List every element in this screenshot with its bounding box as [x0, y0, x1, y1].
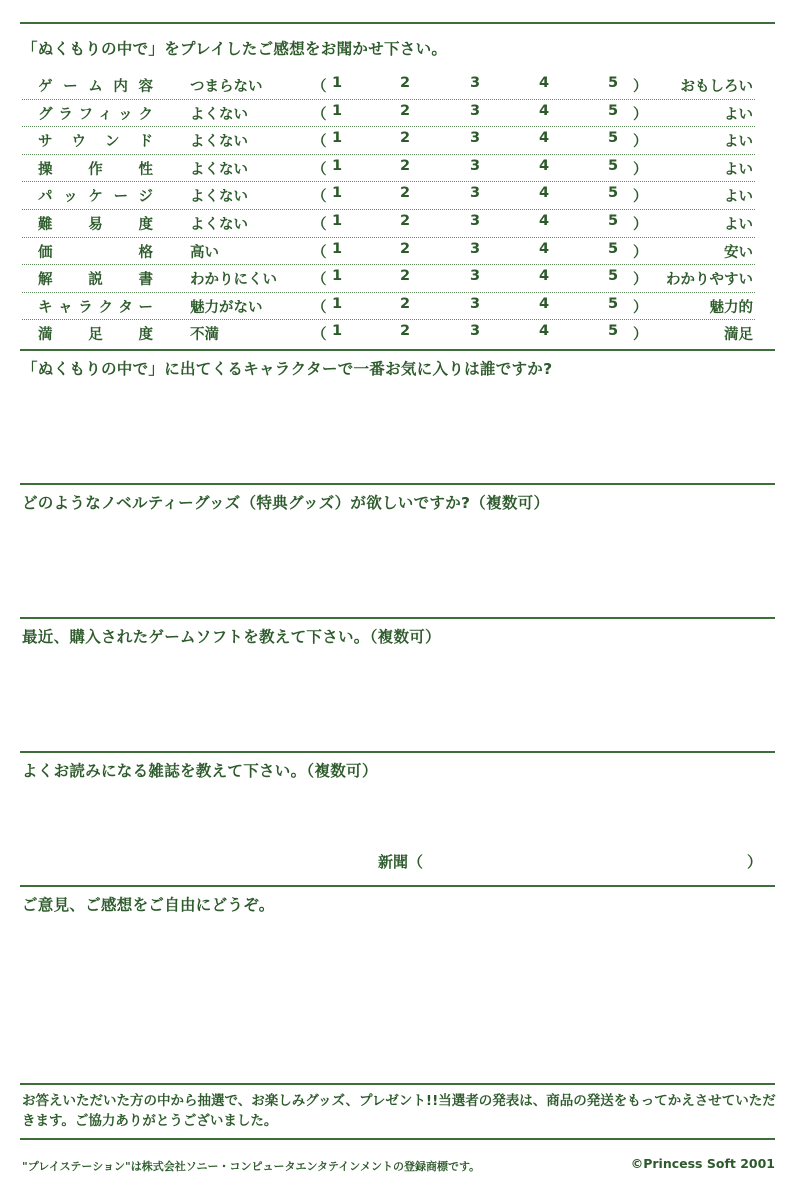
rating-high-label: 満足	[724, 327, 753, 344]
question-favorite-character: 「ぬくもりの中で」に出てくるキャラクターで一番お気に入りは誰ですか?	[22, 360, 553, 378]
question-play-impressions: 「ぬくもりの中で」をプレイしたご感想をお聞かせ下さい。	[22, 40, 448, 58]
scale-1[interactable]: 1	[332, 102, 343, 119]
scale-close: ）	[633, 106, 648, 123]
rating-high-label: よい	[724, 106, 753, 123]
rating-high-label: 安い	[724, 244, 753, 261]
scale-5[interactable]: 5	[608, 130, 619, 147]
rating-low-label: よくない	[190, 161, 248, 178]
scale-1[interactable]: 1	[332, 157, 343, 174]
scale-5[interactable]: 5	[608, 185, 619, 202]
scale-close: ）	[633, 189, 648, 206]
scale-4[interactable]: 4	[539, 157, 550, 174]
scale-2[interactable]: 2	[400, 295, 411, 312]
scale-1[interactable]: 1	[332, 240, 343, 257]
divider-before-novelty	[20, 483, 775, 485]
scale-4[interactable]: 4	[539, 130, 550, 147]
rating-high-label: よい	[724, 134, 753, 151]
scale-5[interactable]: 5	[608, 268, 619, 285]
scale-5[interactable]: 5	[608, 295, 619, 312]
rating-table	[22, 72, 755, 347]
scale-3[interactable]: 3	[470, 268, 481, 285]
scale-5[interactable]: 5	[608, 240, 619, 257]
scale-close: ）	[633, 327, 648, 344]
trademark-notice: "プレイステーション"は株式会社ソニー・コンピュータエンタテインメントの登録商標です。	[22, 1160, 481, 1173]
scale-1[interactable]: 1	[332, 295, 343, 312]
scale-1[interactable]: 1	[332, 268, 343, 285]
newspaper-close: ）	[747, 853, 763, 871]
scale-3[interactable]: 3	[470, 240, 481, 257]
scale-4[interactable]: 4	[539, 185, 550, 202]
rating-high-label: よい	[724, 216, 753, 233]
rating-row	[22, 238, 755, 266]
scale-open: （	[312, 189, 327, 206]
rating-row	[22, 182, 755, 210]
rating-row	[22, 293, 755, 321]
rating-category: パッケージ	[38, 189, 153, 206]
rating-high-label: わかりやすい	[666, 272, 753, 289]
scale-3[interactable]: 3	[470, 102, 481, 119]
divider-before-recent-games	[20, 617, 775, 619]
scale-1[interactable]: 1	[332, 323, 343, 340]
scale-5[interactable]: 5	[608, 75, 619, 91]
rating-category: 価格	[38, 244, 153, 261]
scale-3[interactable]: 3	[470, 75, 481, 91]
scale-close: ）	[633, 272, 648, 289]
rating-low-label: つまらない	[190, 79, 263, 95]
scale-close: ）	[633, 134, 648, 151]
scale-3[interactable]: 3	[470, 130, 481, 147]
rating-category: キャラクター	[38, 299, 153, 316]
scale-1[interactable]: 1	[332, 185, 343, 202]
rating-category: 満足度	[38, 327, 153, 344]
rating-low-label: 高い	[190, 244, 219, 261]
scale-open: （	[312, 272, 327, 289]
question-recent-games: 最近、購入されたゲームソフトを教えて下さい。（複数可）	[22, 628, 441, 646]
rating-row	[22, 210, 755, 238]
newspaper-label: 新聞（	[378, 853, 424, 871]
rating-low-label: よくない	[190, 216, 248, 233]
divider-before-comments	[20, 885, 775, 887]
rating-high-label: 魅力的	[709, 299, 753, 316]
scale-2[interactable]: 2	[400, 212, 411, 229]
scale-4[interactable]: 4	[539, 295, 550, 312]
scale-close: ）	[633, 299, 648, 316]
scale-5[interactable]: 5	[608, 157, 619, 174]
rating-row	[22, 127, 755, 155]
rating-category: 難易度	[38, 216, 153, 233]
scale-close: ）	[633, 161, 648, 178]
scale-open: （	[312, 299, 327, 316]
rating-row	[22, 155, 755, 183]
scale-3[interactable]: 3	[470, 212, 481, 229]
scale-open: （	[312, 216, 327, 233]
scale-2[interactable]: 2	[400, 75, 411, 91]
scale-5[interactable]: 5	[608, 212, 619, 229]
divider-before-footer	[20, 1083, 775, 1085]
scale-4[interactable]: 4	[539, 212, 550, 229]
scale-3[interactable]: 3	[470, 157, 481, 174]
question-novelty-goods: どのようなノベルティーグッズ（特典グッズ）が欲しいですか?（複数可）	[22, 494, 550, 512]
scale-2[interactable]: 2	[400, 240, 411, 257]
rating-category: グラフィック	[38, 106, 153, 123]
divider-top	[20, 22, 775, 24]
rating-low-label: よくない	[190, 134, 248, 151]
scale-open: （	[312, 134, 327, 151]
prize-note: お答えいただいた方の中から抽選で、お楽しみグッズ、プレゼント!!当選者の発表は、商品の発送をもってかえさせていただきます。ご協力ありがとうございました。	[22, 1093, 776, 1129]
scale-1[interactable]: 1	[332, 212, 343, 229]
rating-high-label: おもしろい	[680, 79, 753, 95]
scale-4[interactable]: 4	[539, 75, 550, 91]
copyright-notice: ©Princess Soft 2001	[630, 1156, 775, 1171]
scale-close: ）	[633, 244, 648, 261]
scale-open: （	[312, 161, 327, 178]
scale-close: ）	[633, 79, 648, 95]
scale-2[interactable]: 2	[400, 268, 411, 285]
scale-open: （	[312, 327, 327, 344]
question-magazines: よくお読みになる雑誌を教えて下さい。（複数可）	[22, 762, 378, 780]
rating-row	[22, 72, 755, 100]
divider-before-magazines	[20, 751, 775, 753]
rating-high-label: よい	[724, 189, 753, 206]
rating-category: ゲーム内容	[38, 79, 153, 95]
scale-5[interactable]: 5	[608, 102, 619, 119]
scale-1[interactable]: 1	[332, 75, 343, 91]
scale-2[interactable]: 2	[400, 157, 411, 174]
scale-2[interactable]: 2	[400, 102, 411, 119]
rating-high-label: よい	[724, 161, 753, 178]
scale-4[interactable]: 4	[539, 240, 550, 257]
rating-row	[22, 265, 755, 293]
scale-5[interactable]: 5	[608, 323, 619, 340]
rating-low-label: 不満	[190, 327, 219, 344]
rating-row	[22, 320, 755, 347]
rating-low-label: 魅力がない	[190, 299, 263, 316]
scale-3[interactable]: 3	[470, 323, 481, 340]
rating-category: 解説書	[38, 272, 153, 289]
divider-after-ratings	[20, 349, 775, 351]
scale-close: ）	[633, 216, 648, 233]
scale-2[interactable]: 2	[400, 130, 411, 147]
scale-4[interactable]: 4	[539, 323, 550, 340]
scale-open: （	[312, 244, 327, 261]
scale-1[interactable]: 1	[332, 130, 343, 147]
scale-3[interactable]: 3	[470, 295, 481, 312]
scale-4[interactable]: 4	[539, 268, 550, 285]
scale-open: （	[312, 79, 327, 95]
scale-open: （	[312, 106, 327, 123]
scale-3[interactable]: 3	[470, 185, 481, 202]
divider-bottom	[20, 1138, 775, 1140]
rating-category: サウンド	[38, 134, 153, 151]
scale-2[interactable]: 2	[400, 185, 411, 202]
rating-low-label: わかりにくい	[190, 272, 277, 289]
scale-4[interactable]: 4	[539, 102, 550, 119]
rating-low-label: よくない	[190, 189, 248, 206]
rating-row	[22, 100, 755, 128]
question-comments: ご意見、ご感想をご自由にどうぞ。	[22, 896, 275, 914]
rating-category: 操作性	[38, 161, 153, 178]
scale-2[interactable]: 2	[400, 323, 411, 340]
rating-low-label: よくない	[190, 106, 248, 123]
